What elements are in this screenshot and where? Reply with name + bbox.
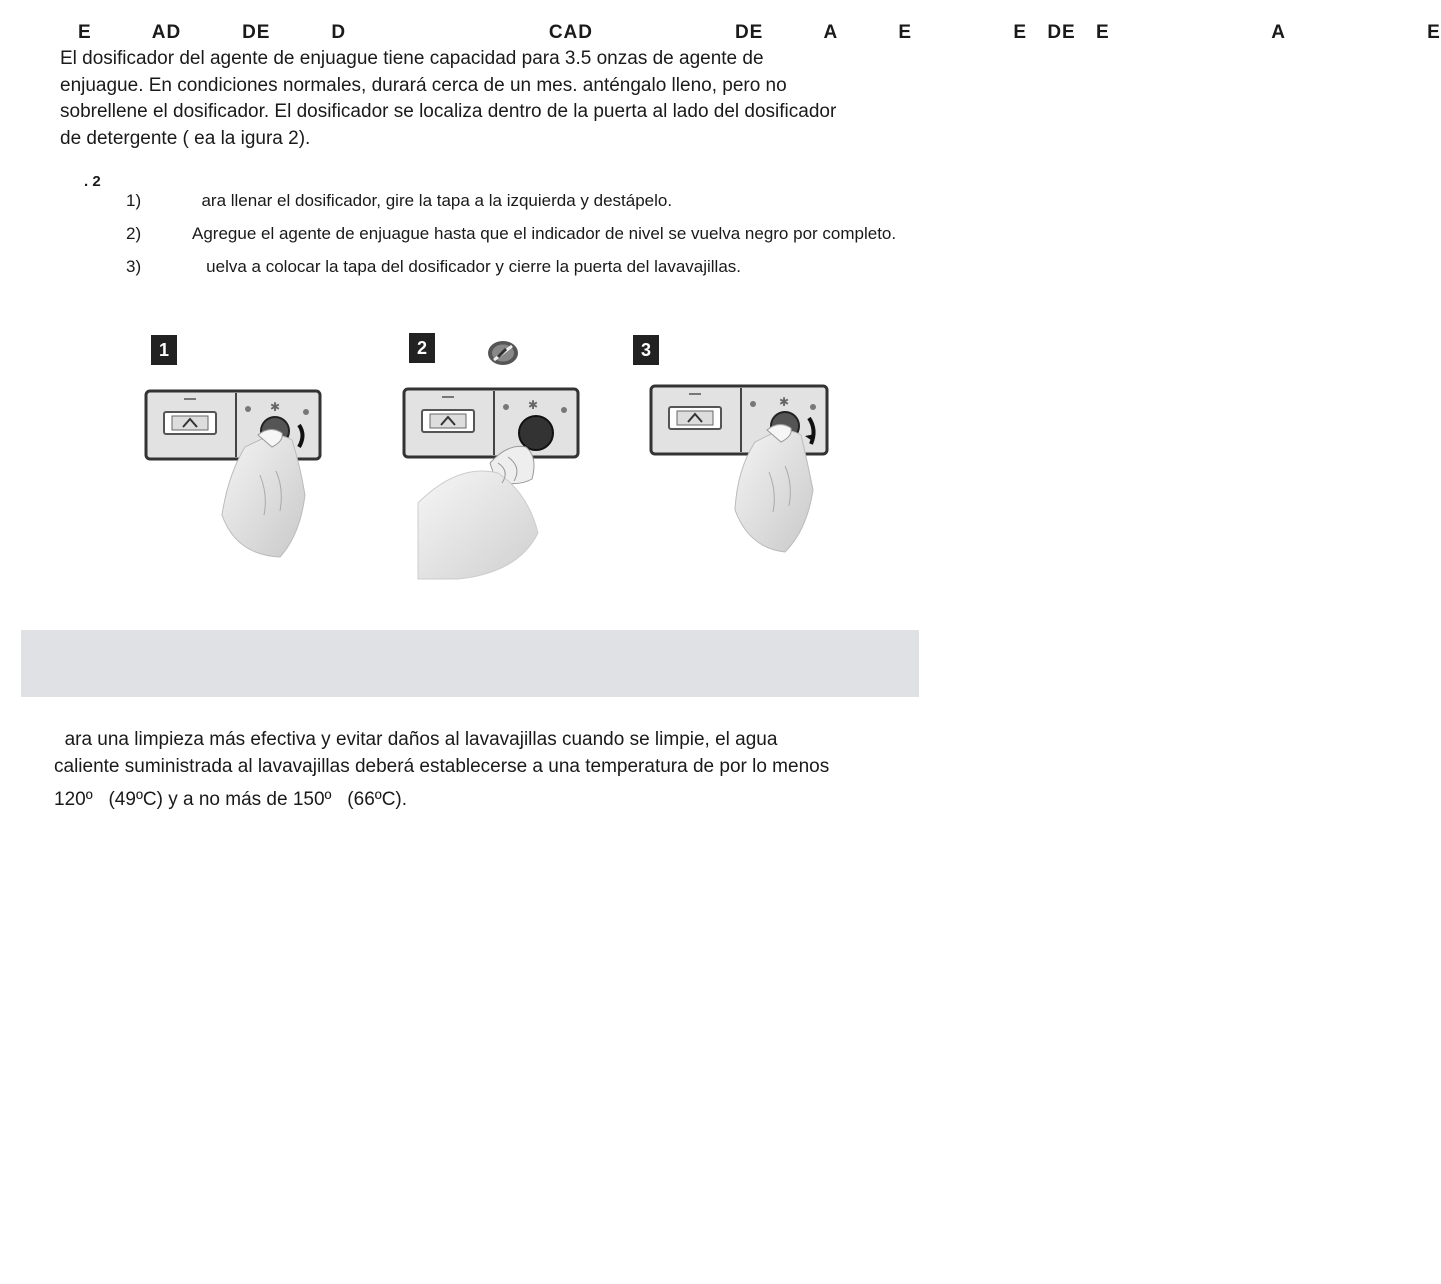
- paragraph-line: enjuague. En condiciones normales, durará cerca de un mes. anténgalo lleno, pero no: [60, 74, 787, 96]
- section-divider-band: [21, 630, 919, 697]
- paragraph-line: 120º (49ºC) y a no más de 150º (66ºC).: [54, 789, 408, 810]
- dispenser-illustration-3: [645, 380, 835, 555]
- figure-step-badge: 2: [409, 333, 435, 363]
- figure-step-badge: 3: [633, 335, 659, 365]
- figure-label: . 2: [84, 173, 101, 190]
- step-text: Agregue el agente de enjuague hasta que el indicador de nivel se vuelva negro por completo.: [192, 224, 897, 243]
- paragraph-line: de detergente ( ea la igura 2).: [60, 127, 311, 149]
- intro-paragraph: [60, 46, 910, 152]
- step-number: 2): [126, 224, 142, 243]
- step-number: 3): [126, 257, 142, 276]
- step-number: 1): [126, 191, 142, 210]
- step-text: uelva a colocar la tapa del dosificador y cierre la puerta del lavavajillas.: [192, 257, 742, 276]
- svg-text:✱: ✱: [528, 398, 539, 412]
- no-tool-icon: [486, 338, 520, 368]
- figure-step-badge: 1: [151, 335, 177, 365]
- instruction-steps: [126, 188, 906, 287]
- step-item: [126, 188, 906, 213]
- svg-text:✱: ✱: [270, 400, 281, 414]
- paragraph-line: El dosificador del agente de enjuague tiene capacidad para 3.5 onzas de agente de: [60, 48, 764, 69]
- section-heading: E AD DE D CAD DE A E E DE E A E: [78, 22, 1441, 43]
- step-text: ara llenar el dosificador, gire la tapa a la izquierda y destápelo.: [192, 191, 673, 210]
- dispenser-illustration-1: [140, 385, 330, 560]
- paragraph-line: sobrellene el dosificador. El dosificador se localiza dentro de la puerta al lado del dosificador: [60, 101, 837, 122]
- dispenser-illustration-2: [398, 383, 588, 579]
- paragraph-line: caliente suministrada al lavavajillas deberá establecerse a una temperatura de por lo menos: [54, 756, 830, 777]
- step-item: [126, 221, 906, 246]
- step-item: [126, 254, 906, 279]
- paragraph-line: ara una limpieza más efectiva y evitar daños al lavavajillas cuando se limpie, el agua: [54, 729, 778, 750]
- water-temperature-paragraph: [54, 726, 914, 813]
- svg-text:✱: ✱: [779, 395, 790, 409]
